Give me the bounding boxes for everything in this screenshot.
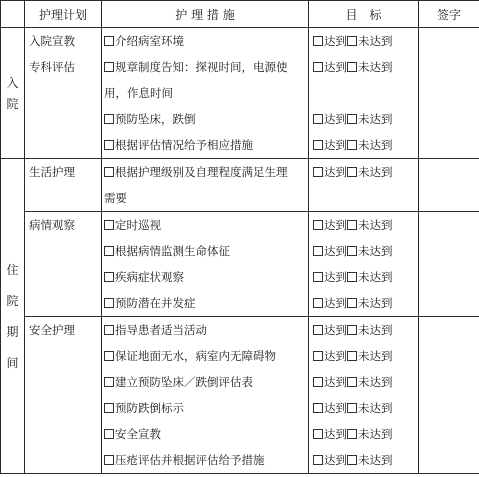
- plan-label: 专科评估: [29, 60, 75, 74]
- plan-row: [1, 212, 479, 317]
- achieved-label: 达到: [324, 349, 347, 363]
- signature-cell[interactable]: [419, 159, 479, 212]
- not-achieved-label: 未达到: [358, 427, 393, 441]
- plan-label: 安全护理: [29, 323, 75, 337]
- measure-checkbox[interactable]: [104, 246, 114, 256]
- achieved-label: 达到: [324, 244, 347, 258]
- measure-text: 压疮评估并根据评估给予措施: [115, 453, 265, 467]
- measure-text: 用，作息时间: [104, 86, 173, 100]
- not-achieved-label: 未达到: [358, 323, 393, 337]
- measure-checkbox[interactable]: [104, 325, 114, 335]
- measure-text: 根据护理级别及自理程度满足生理: [115, 165, 288, 179]
- achieved-checkbox[interactable]: [313, 455, 323, 465]
- signature-cell[interactable]: [419, 28, 479, 159]
- plan-cell: [25, 212, 102, 317]
- measure-text: 疾病症状观察: [115, 270, 184, 284]
- not-achieved-checkbox[interactable]: [347, 114, 357, 124]
- measure-item: [102, 212, 308, 238]
- not-achieved-checkbox[interactable]: [347, 246, 357, 256]
- not-achieved-label: 未达到: [358, 112, 393, 126]
- targets-cell: [309, 159, 419, 212]
- phase-char: 间: [6, 356, 19, 370]
- measure-item: [102, 238, 308, 264]
- not-achieved-label: 未达到: [358, 349, 393, 363]
- not-achieved-label: 未达到: [358, 375, 393, 389]
- not-achieved-checkbox[interactable]: [347, 272, 357, 282]
- target-item: [309, 290, 418, 316]
- not-achieved-label: 未达到: [358, 165, 393, 179]
- measure-text: 根据评估情况给予相应措施: [115, 138, 253, 152]
- measure-item: [102, 80, 308, 106]
- target-item: [309, 343, 418, 369]
- achieved-label: 达到: [324, 60, 347, 74]
- phase-cell: [1, 28, 25, 159]
- not-achieved-checkbox[interactable]: [347, 62, 357, 72]
- achieved-label: 达到: [324, 375, 347, 389]
- measure-text: 预防坠床，跌倒: [115, 112, 196, 126]
- plan-cell: [25, 28, 102, 159]
- signature-cell[interactable]: [419, 317, 479, 474]
- target-item: [309, 369, 418, 395]
- not-achieved-checkbox[interactable]: [347, 455, 357, 465]
- measure-item: [102, 106, 308, 132]
- measure-checkbox[interactable]: [104, 140, 114, 150]
- measure-text: 介绍病室环境: [115, 34, 184, 48]
- achieved-checkbox[interactable]: [313, 403, 323, 413]
- achieved-label: 达到: [324, 296, 347, 310]
- phase-char: 住: [6, 263, 19, 277]
- not-achieved-label: 未达到: [358, 296, 393, 310]
- measure-text: 定时巡视: [115, 218, 161, 232]
- measure-text: 预防潜在并发症: [115, 296, 196, 310]
- phase-char: 院: [6, 294, 19, 308]
- measure-item: [102, 290, 308, 316]
- target-item: [309, 212, 418, 238]
- measure-item: [102, 54, 308, 80]
- target-item: [309, 80, 418, 106]
- measure-text: 根据病情监测生命体征: [115, 244, 230, 258]
- not-achieved-checkbox[interactable]: [347, 298, 357, 308]
- achieved-checkbox[interactable]: [313, 325, 323, 335]
- target-item: [309, 132, 418, 158]
- not-achieved-checkbox[interactable]: [347, 167, 357, 177]
- plan-row: [1, 159, 479, 212]
- achieved-label: 达到: [324, 270, 347, 284]
- plan-label: 病情观察: [29, 218, 75, 232]
- measure-item: [102, 132, 308, 158]
- plan-label: 入院宣教: [29, 34, 75, 48]
- measure-checkbox[interactable]: [104, 36, 114, 46]
- measure-checkbox[interactable]: [104, 114, 114, 124]
- achieved-checkbox[interactable]: [313, 246, 323, 256]
- header-phase: [1, 1, 25, 28]
- measure-checkbox[interactable]: [104, 455, 114, 465]
- measure-checkbox[interactable]: [104, 351, 114, 361]
- measure-item: [102, 264, 308, 290]
- not-achieved-checkbox[interactable]: [347, 140, 357, 150]
- target-item: [309, 28, 418, 54]
- achieved-checkbox[interactable]: [313, 114, 323, 124]
- plan-label: 生活护理: [29, 165, 75, 179]
- achieved-label: 达到: [324, 138, 347, 152]
- not-achieved-checkbox[interactable]: [347, 403, 357, 413]
- table-body: [1, 28, 479, 474]
- phase-char: 入: [6, 76, 19, 90]
- header-measures: 护 理 措 施: [102, 1, 309, 28]
- plan-row: [1, 317, 479, 474]
- measure-item: [102, 369, 308, 395]
- not-achieved-label: 未达到: [358, 138, 393, 152]
- achieved-label: 达到: [324, 427, 347, 441]
- not-achieved-label: 未达到: [358, 218, 393, 232]
- measure-checkbox[interactable]: [104, 272, 114, 282]
- target-item: [309, 106, 418, 132]
- measure-text: 指导患者适当活动: [115, 323, 207, 337]
- measure-checkbox[interactable]: [104, 298, 114, 308]
- measure-item: [102, 28, 308, 54]
- measure-item: [102, 395, 308, 421]
- target-item: [309, 264, 418, 290]
- header-target: 目 标: [309, 1, 419, 28]
- not-achieved-checkbox[interactable]: [347, 377, 357, 387]
- not-achieved-label: 未达到: [358, 401, 393, 415]
- achieved-label: 达到: [324, 34, 347, 48]
- not-achieved-checkbox[interactable]: [347, 351, 357, 361]
- achieved-checkbox[interactable]: [313, 298, 323, 308]
- measure-checkbox[interactable]: [104, 377, 114, 387]
- phase-char: 院: [6, 97, 19, 111]
- achieved-checkbox[interactable]: [313, 377, 323, 387]
- measure-text: 预防跌倒标示: [115, 401, 184, 415]
- measure-text: 安全宣教: [115, 427, 161, 441]
- measure-text: 规章制度告知：探视时间，电源使: [115, 60, 288, 74]
- targets-cell: [309, 28, 419, 159]
- target-item: [309, 185, 418, 211]
- not-achieved-label: 未达到: [358, 60, 393, 74]
- targets-cell: [309, 212, 419, 317]
- target-item: [309, 54, 418, 80]
- measure-checkbox[interactable]: [104, 220, 114, 230]
- achieved-checkbox[interactable]: [313, 36, 323, 46]
- achieved-checkbox[interactable]: [313, 351, 323, 361]
- target-item: [309, 238, 418, 264]
- header-row: [1, 1, 479, 28]
- measure-item: [102, 421, 308, 447]
- achieved-label: 达到: [324, 323, 347, 337]
- plan-row: [1, 28, 479, 159]
- target-item: [309, 421, 418, 447]
- measure-checkbox[interactable]: [104, 429, 114, 439]
- target-item: [309, 395, 418, 421]
- phase-cell: [1, 159, 25, 474]
- achieved-checkbox[interactable]: [313, 429, 323, 439]
- not-achieved-label: 未达到: [358, 453, 393, 467]
- not-achieved-checkbox[interactable]: [347, 429, 357, 439]
- not-achieved-label: 未达到: [358, 244, 393, 258]
- target-item: [309, 317, 418, 343]
- achieved-label: 达到: [324, 165, 347, 179]
- measure-item: [102, 343, 308, 369]
- measure-text: 保证地面无水，病室内无障碍物: [115, 349, 276, 363]
- target-item: [309, 447, 418, 473]
- measure-checkbox[interactable]: [104, 403, 114, 413]
- measures-cell: [102, 159, 309, 212]
- achieved-checkbox[interactable]: [313, 62, 323, 72]
- target-item: [309, 159, 418, 185]
- header-plan: 护理计划: [25, 1, 102, 28]
- measure-item: [102, 159, 308, 185]
- achieved-checkbox[interactable]: [313, 167, 323, 177]
- targets-cell: [309, 317, 419, 474]
- measure-item: [102, 185, 308, 211]
- measure-item: [102, 317, 308, 343]
- measure-text: 需要: [104, 191, 127, 205]
- achieved-checkbox[interactable]: [313, 140, 323, 150]
- not-achieved-checkbox[interactable]: [347, 325, 357, 335]
- achieved-checkbox[interactable]: [313, 272, 323, 282]
- plan-cell: [25, 317, 102, 474]
- measures-cell: [102, 212, 309, 317]
- not-achieved-checkbox[interactable]: [347, 220, 357, 230]
- measures-cell: [102, 317, 309, 474]
- achieved-checkbox[interactable]: [313, 220, 323, 230]
- measures-cell: [102, 28, 309, 159]
- achieved-label: 达到: [324, 401, 347, 415]
- measure-text: 建立预防坠床／跌倒评估表: [115, 375, 253, 389]
- not-achieved-label: 未达到: [358, 34, 393, 48]
- achieved-label: 达到: [324, 453, 347, 467]
- not-achieved-label: 未达到: [358, 270, 393, 284]
- plan-cell: [25, 159, 102, 212]
- measure-checkbox[interactable]: [104, 167, 114, 177]
- achieved-label: 达到: [324, 112, 347, 126]
- achieved-label: 达到: [324, 218, 347, 232]
- header-signature: 签字: [419, 1, 479, 28]
- measure-item: [102, 447, 308, 473]
- signature-cell[interactable]: [419, 212, 479, 317]
- phase-char: 期: [6, 325, 19, 339]
- not-achieved-checkbox[interactable]: [347, 36, 357, 46]
- measure-checkbox[interactable]: [104, 62, 114, 72]
